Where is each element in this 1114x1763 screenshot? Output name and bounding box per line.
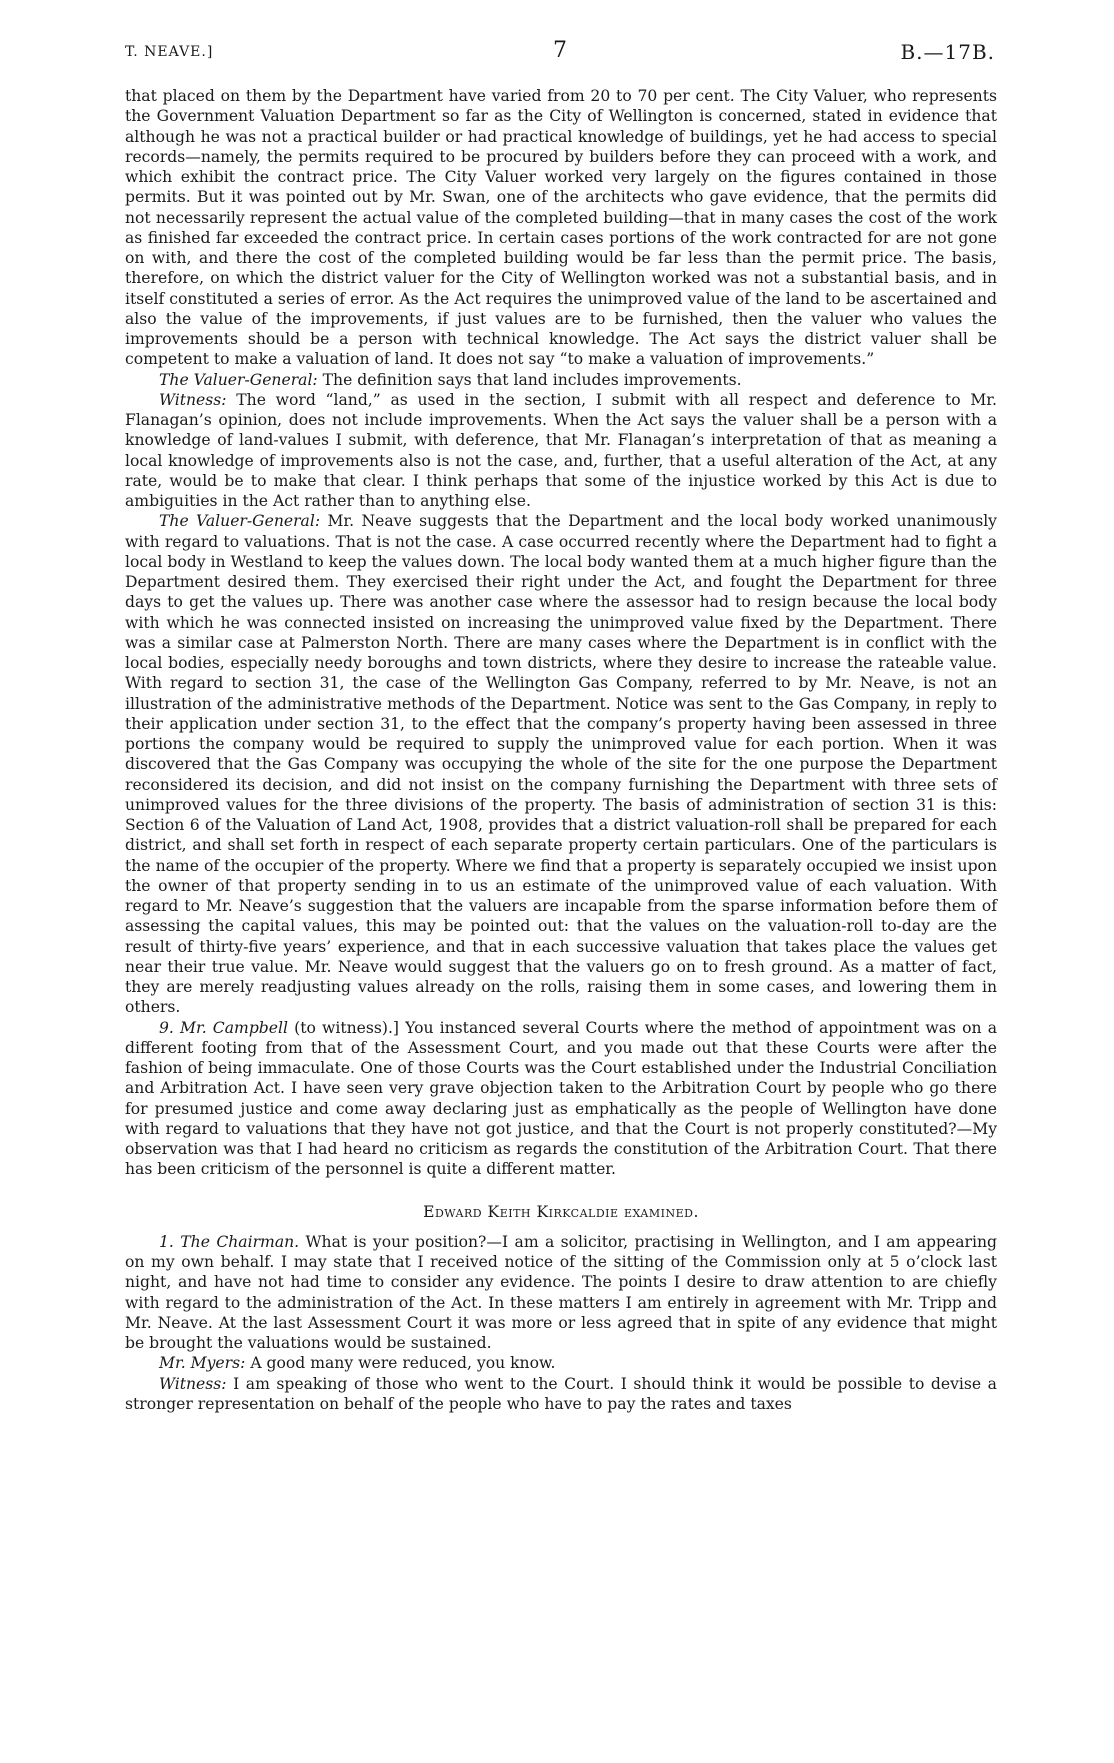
paragraph-text: The word “land,” as used in the section, I submit with all respect and deference to Mr. Flanagan’s opinion, does not include improvements. When the Act says the valuer shall be a person with a knowledge of land-values I submit, with deference, that Mr. Flanagan’s interpretation of that as meaning a local knowledge of improvements also is not the case, and, further, that a useful alteration of the Act, at any rate, would be to make that clear. I think perhaps that some of the injustice worked by this Act is due to ambiguities in the Act rather than to anything else. (125, 390, 997, 510)
paragraph-text: A good many were reduced, you know. (250, 1354, 556, 1373)
document-reference: B.—17B. (900, 40, 995, 64)
speaker-label: 9. Mr. Campbell (159, 1018, 288, 1037)
paragraph-continuation (125, 86, 997, 370)
paragraph-text: What is your position?—I am a solicitor, practising in Wellington, and I am appearing on my own behalf. I may state that I received notice of the sitting of the Commission only at 5 o’clock last night, and have not had time to consider any evidence. The points I desire to draw attention to are chiefly with regard to the administration of the Act. In these matters I am entirely in agreement with Mr. Tripp and Mr. Neave. At the last Assessment Court it was more or less agreed that in spite of any evidence that might be brought the valuations would be sustained. (125, 1232, 997, 1352)
speaker-label: 1. The Chairman. (159, 1232, 300, 1251)
paragraph-text: I am speaking of those who went to the Court. I should think it would be possible to devise a stronger representation on behalf of the people who have to pay the rates and taxes (125, 1374, 997, 1413)
paragraph-question-1 (125, 1232, 997, 1354)
paragraph-text: Mr. Neave suggests that the Department and the local body worked unanimously with regard to valuations. That is not the case. A case occurred recently where the Department had to fight a local body in Westland to keep the values down. The local body wanted them at a much higher figure than the Department desired them. They exercised their right under the Act, and fought the Department for three days to get the values up. There was another case where the assessor had to resign because the local body with which he was connected insisted on increasing the unimproved value fixed by the Department. There was a similar case at Palmerston North. There are many cases where the Department is in conflict with the local bodies, especially needy boroughs and town districts, where they desire to increase the rateable value. With regard to section 31, the case of the Wellington Gas Company, referred to by Mr. Neave, is not an illustration of the administrative methods of the Department. Notice was sent to the Gas Company, in reply to their application under section 31, to the effect that the company’s property having been assessed in three portions the company would be required to supply the unimproved value for each portion. When it was discovered that the Gas Company was occupying the whole of the site for the one purpose the Department reconsidered its decision, and did not insist on the company furnishing the Department with three sets of unimproved values for the three divisions of the property. The basis of administration of section 31 is this: Section 6 of the Valuation of Land Act, 1908, provides that a district valuation-roll shall be prepared for each district, and shall set forth in respect of each separate property certain particulars. One of the particulars is the name of the occupier of the property. Where we find that a property is separately occupied we insist upon the owner of that property sending in to us an estimate of the unimproved value of each valuation. With regard to Mr. Neave’s suggestion that the valuers are incapable from the sparse information before them of assessing the capital values, this may be pointed out: that the values on the valuation-roll to-day are the result of thirty-five years’ experience, and that in each successive valuation that takes place the values get near their true value. Mr. Neave would suggest that the valuers go on to fresh ground. As a matter of fact, they are merely readjusting values already on the rolls, raising them in some cases, and lowering them in others. (125, 512, 997, 1017)
paragraph-myers (125, 1353, 997, 1373)
document-body (125, 86, 997, 1414)
paragraph-text: The definition says that land includes improvements. (322, 370, 742, 389)
page-number: 7 (553, 38, 567, 63)
witness-heading: Edward Keith Kirkcaldie examined. (423, 1202, 699, 1221)
paragraph-text: (to witness).] You instanced several Courts where the method of appointment was on a different footing from that of the Assessment Court, and you made out that these Courts were after the fashion of being immaculate. One of those Courts was the Court established under the Industrial Conciliation and Arbitration Act. I have seen very grave objection taken to the Arbitration Court by people who go there for presumed justice and come away declaring just as emphatically as the people of Wellington have done with regard to valuations that they have not got justice, and that the Court is not properly constituted?—My observation was that I had heard no criticism as regards the constitution of the Arbitration Court. That there has been criticism of the personnel is quite a different matter. (125, 1018, 997, 1179)
speaker-label: Witness: (159, 390, 227, 409)
speaker-label: The Valuer-General: (159, 512, 321, 531)
speaker-label: Witness: (159, 1374, 227, 1393)
paragraph-text: that placed on them by the Department have varied from 20 to 70 per cent. The City Valuer, who represents the Government Valuation Department so far as the City of Wellington is concerned, stated in evidence that although he was not a practical builder or had practical knowledge of buildings, yet he had access to special records—namely, the permits required to be procured by builders before they can proceed with a work, and which exhibit the contract price. The City Valuer worked very largely on the figures contained in those permits. But it was pointed out by Mr. Swan, one of the architects who gave evidence, that the permits did not necessarily represent the actual value of the completed building—that in many cases the cost of the work as finished far exceeded the contract price. In certain cases portions of the work contracted for are not gone on with, and there the cost of the completed building would be far less than the permit price. The basis, therefore, on which the district valuer for the City of Wellington worked was not a substantial basis, and in itself constituted a series of error. As the Act requires the unimproved value of the land to be ascertained and also the value of the improvements, if just values are to be furnished, then the valuer who values the improvements should be a person with technical knowledge. The Act says the district valuer shall be competent to make a valuation of land. It does not say “to make a valuation of improvements.” (125, 87, 997, 369)
header-witness-name: T. NEAVE.] (125, 44, 214, 60)
speaker-label: The Valuer-General: (159, 370, 318, 389)
paragraph-valuer-general-1 (125, 370, 997, 390)
page-header (125, 38, 995, 68)
paragraph-valuer-general-2 (125, 511, 997, 1017)
paragraph-witness-1 (125, 390, 997, 512)
paragraph-question-9 (125, 1018, 997, 1180)
speaker-label: Mr. Myers: (159, 1354, 246, 1373)
paragraph-witness-2 (125, 1374, 997, 1415)
